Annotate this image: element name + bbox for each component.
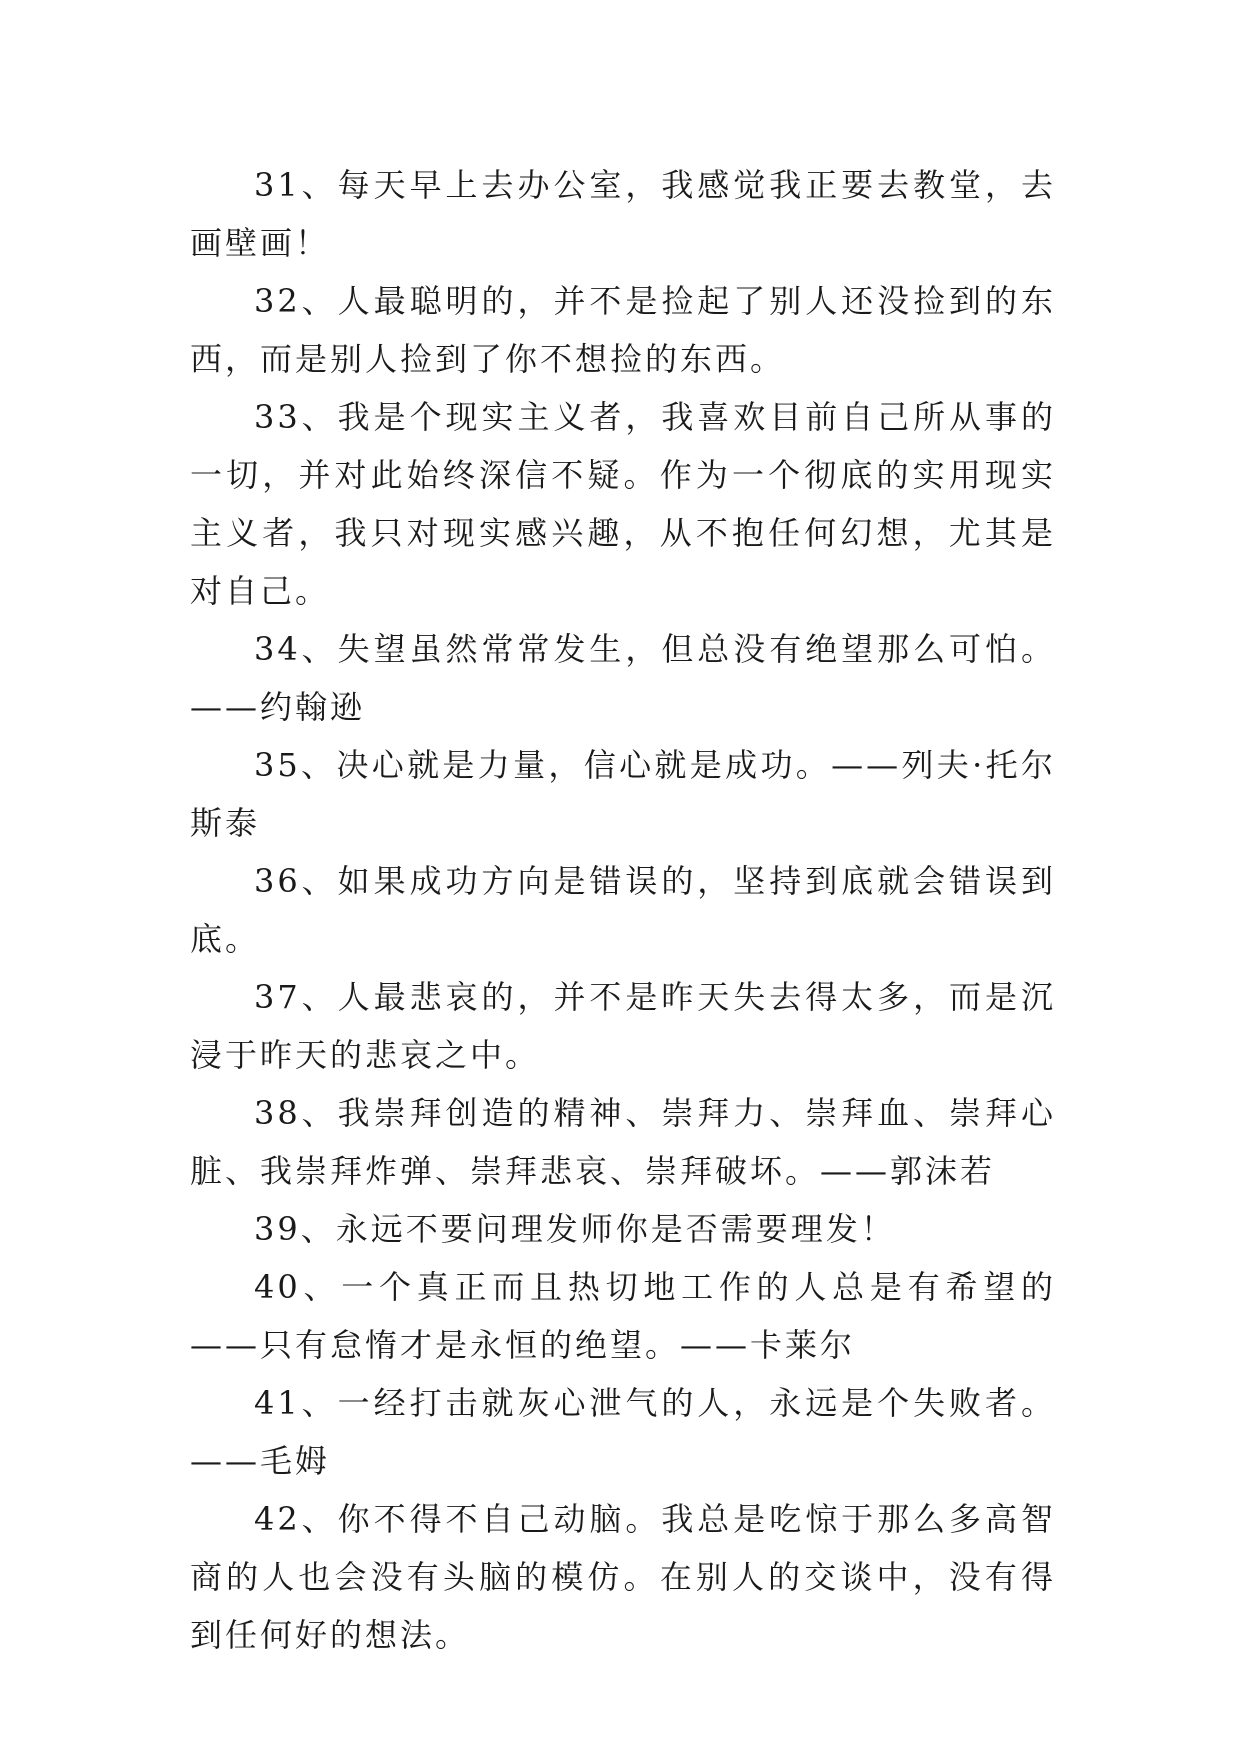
quote-paragraph-35: 35、决心就是力量，信心就是成功。——列夫·托尔斯泰 (190, 746, 1056, 842)
quote-paragraph-33: 33、我是个现实主义者，我喜欢目前自己所从事的一切，并对此始终深信不疑。作为一个彻底的实用现实主义者，我只对现实感兴趣，从不抱任何幻想，尤其是对自己。 (190, 398, 1056, 610)
quote-paragraph-40: 40、一个真正而且热切地工作的人总是有希望的——只有怠惰才是永恒的绝望。——卡莱尔 (190, 1268, 1056, 1364)
quote-paragraph-38: 38、我崇拜创造的精神、崇拜力、崇拜血、崇拜心脏、我崇拜炸弹、崇拜悲哀、崇拜破坏。——郭沫若 (190, 1094, 1056, 1190)
quote-paragraph-36: 36、如果成功方向是错误的，坚持到底就会错误到底。 (190, 862, 1056, 958)
quote-paragraph-37: 37、人最悲哀的，并不是昨天失去得太多，而是沉浸于昨天的悲哀之中。 (190, 978, 1056, 1074)
quote-paragraph-39: 39、永远不要问理发师你是否需要理发！ (254, 1210, 896, 1248)
quote-paragraph-34: 34、失望虽然常常发生，但总没有绝望那么可怕。——约翰逊 (190, 630, 1056, 726)
quote-paragraph-42: 42、你不得不自己动脑。我总是吃惊于那么多高智商的人也会没有头脑的模仿。在别人的交谈中，没有得到任何好的想法。 (190, 1500, 1056, 1654)
quote-paragraph-31: 31、每天早上去办公室，我感觉我正要去教堂，去画壁画！ (190, 166, 1056, 262)
document-body (190, 156, 1056, 1664)
quote-paragraph-32: 32、人最聪明的，并不是捡起了别人还没捡到的东西，而是别人捡到了你不想捡的东西。 (190, 282, 1056, 378)
quote-paragraph-41: 41、一经打击就灰心泄气的人，永远是个失败者。——毛姆 (190, 1384, 1056, 1480)
